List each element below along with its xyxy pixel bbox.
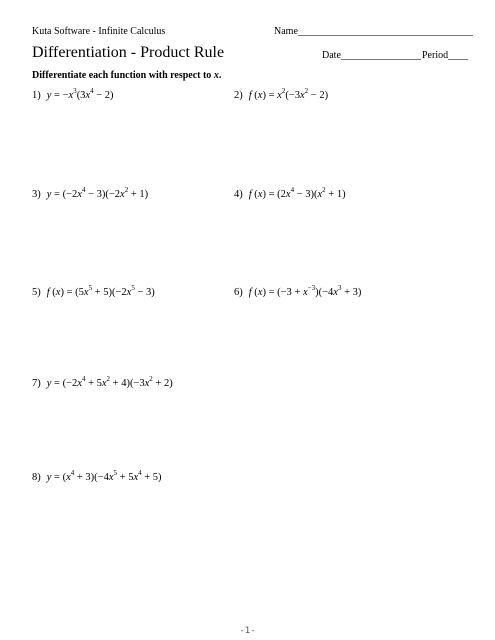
instructions: Differentiate each function with respect to x. [32, 70, 222, 81]
name-field-label: Name___________________________________ [274, 26, 473, 37]
problem-number: 8) [32, 472, 41, 483]
problem-number: 2) [234, 90, 243, 101]
problem-2: 2) f $(x) = x^2(-3x^2 - 2)$ [234, 87, 329, 101]
problem-5: 5) f $(x) = (5x^5 + 5)(-2x^5 - 3)$ [32, 284, 155, 298]
page-title: Differentiation - Product Rule [32, 44, 225, 61]
problem-8: 8) $y = (x^4 + 3)(-4x^5 + 5x^4 + 5)$ [32, 469, 162, 483]
problem-number: 1) [32, 90, 41, 101]
problem-number: 7) [32, 378, 41, 389]
date-field-label: Date________________ [322, 50, 421, 61]
page-number: -1- [239, 626, 256, 636]
problem-4: 4) f $(x) = (2x^4 - 3)(x^2 + 1)$ [234, 186, 346, 200]
problem-3: 3) $y = (-2x^4 - 3)(-2x^2 + 1)$ [32, 186, 149, 200]
problem-number: 5) [32, 287, 41, 298]
problem-1: 1) $y = -x^3(3x^4 - 2)$ [32, 87, 114, 101]
problem-7: 7) $y = (-2x^4 + 5x^2 + 4)(-3x^2 + 2)$ [32, 375, 173, 389]
problem-number: 4) [234, 189, 243, 200]
problem-6: 6) f $(x) = (-3 + x^{-3})(-4x^3 + 3)$ [234, 284, 362, 298]
source-label: Kuta Software - Infinite Calculus [32, 26, 166, 37]
problem-number: 6) [234, 287, 243, 298]
period-field-label: Period____ [422, 50, 469, 61]
problem-number: 3) [32, 189, 41, 200]
